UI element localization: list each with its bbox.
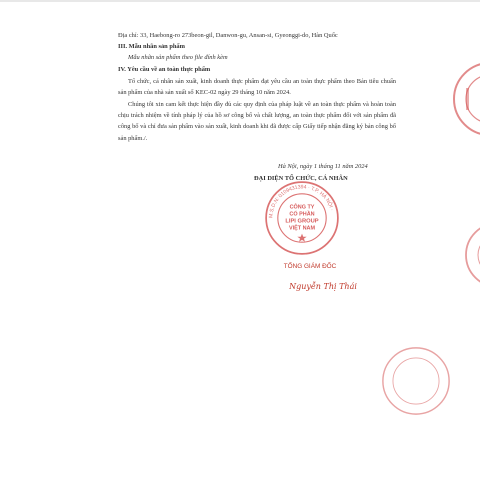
company-stamp — [263, 179, 341, 257]
section-4-heading: IV. Yêu cầu về an toàn thực phẩm — [118, 66, 211, 73]
section-3-heading: III. Mẫu nhãn sản phẩm — [118, 43, 185, 50]
section-4-paragraph-1: Tổ chức, cá nhân sản xuất, kinh doanh thực phẩm đạt yêu cầu an toàn thực phẩm theo Bản tiêu chuẩn sản phẩm của nhà sản xuất số KEC-02 ngày 29 tháng 10 năm 2024. — [118, 78, 396, 97]
stamp-line-3: LIPI GROUP — [285, 218, 319, 225]
stamp-line-4: VIỆT NAM — [288, 225, 316, 232]
edge-stamp-bottom — [380, 345, 452, 417]
page-top-edge — [0, 0, 480, 2]
stamp-line-2: CỔ PHẦN — [289, 211, 315, 218]
signer-title: TỔNG GIÁM ĐỐC — [283, 263, 337, 270]
section-3-note: Mẫu nhãn sản phẩm theo file đính kèm — [128, 54, 228, 61]
edge-stamp-top — [452, 60, 480, 138]
edge-stamp-middle — [460, 220, 480, 290]
signer-name: Nguyễn Thị Thái — [289, 282, 357, 291]
stamp-line-1: CÔNG TY — [289, 204, 315, 211]
section-4-paragraph-2: Chúng tôi xin cam kết thực hiện đầy đủ các quy định của pháp luật về an toàn thực phẩm và hoàn toàn chịu trách nhiệm về tính pháp lý của hồ sơ công bố và chất lượng, an toàn thực phẩm đối với sản phẩm đã công bố và chỉ đưa sản phẩm vào sản xuất, kinh doanh khi đã được cấp Giấy tiếp nhận đăng ký bản công bố sản phẩm./. — [118, 101, 396, 142]
stamp-ring-text: M.S.D.N: 0109431394 · T.P. HÀ NỘI · — [268, 184, 335, 219]
stamp-star-icon — [297, 234, 306, 242]
representative-heading: ĐẠI DIỆN TỔ CHỨC, CÁ NHÂN — [254, 175, 348, 182]
address-line: Địa chỉ: 33, Haebong-ro 273beon-gil, Danwon-gu, Ansan-si, Gyeonggi-do, Hàn Quốc — [118, 32, 338, 39]
date-line: Hà Nội, ngày 1 tháng 11 năm 2024 — [278, 163, 368, 170]
